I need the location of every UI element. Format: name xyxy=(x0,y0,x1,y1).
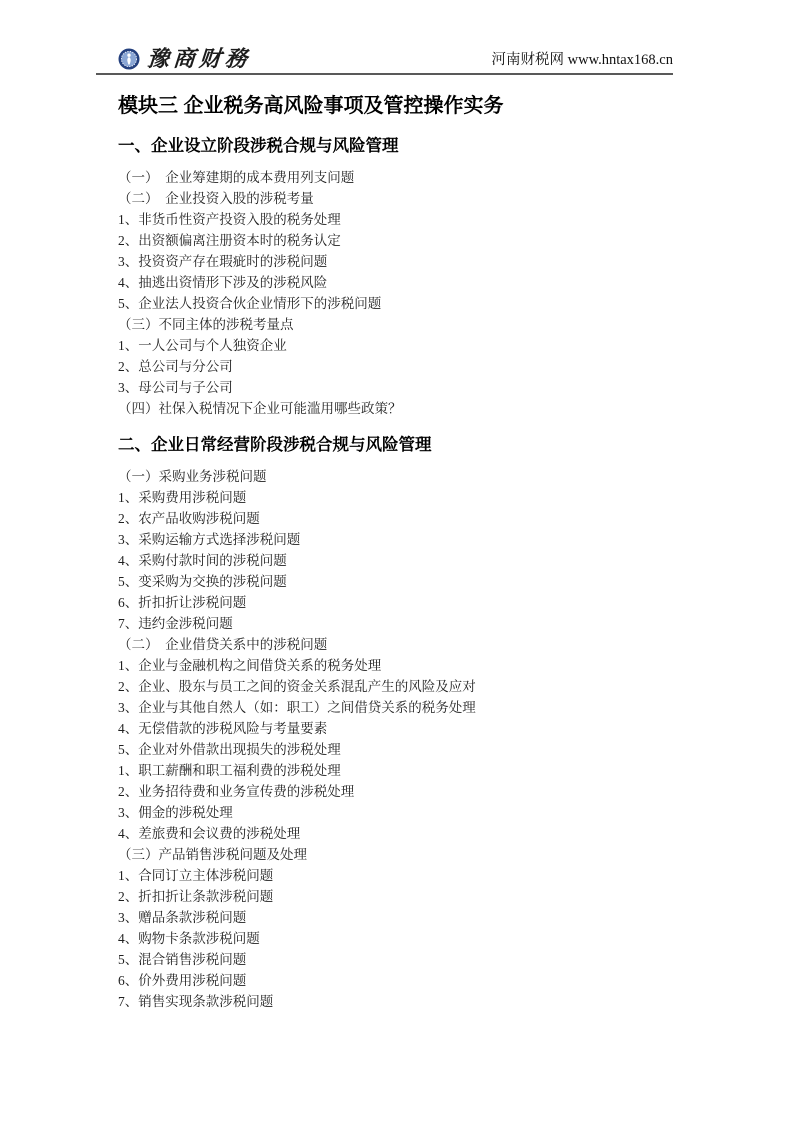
outline-item: 6、价外费用涉税问题 xyxy=(118,973,247,988)
outline-item: 4、无偿借款的涉税风险与考量要素 xyxy=(118,721,328,736)
outline-item: 7、违约金涉税问题 xyxy=(118,616,233,631)
outline-item: （三）不同主体的涉税考量点 xyxy=(118,317,294,332)
outline-item: 2、出资额偏离注册资本时的税务认定 xyxy=(118,233,341,248)
outline-item: 4、差旅费和会议费的涉税处理 xyxy=(118,826,301,841)
brand xyxy=(118,48,251,70)
outline-item: （三）产品销售涉税问题及处理 xyxy=(118,847,307,862)
outline-item: 5、混合销售涉税问题 xyxy=(118,952,247,967)
outline-item: （四）社保入税情况下企业可能滥用哪些政策？ xyxy=(118,401,402,416)
outline-item: （二） 企业借贷关系中的涉税问题 xyxy=(118,637,328,652)
outline-item: 5、变采购为交换的涉税问题 xyxy=(118,574,287,589)
outline-item: （一） 企业筹建期的成本费用列支问题 xyxy=(118,170,355,185)
section-1-items xyxy=(118,167,704,419)
outline-item: 6、折扣折让涉税问题 xyxy=(118,595,247,610)
outline-item: 1、非货币性资产投资入股的税务处理 xyxy=(118,212,341,227)
outline-item: 1、职工薪酬和职工福利费的涉税处理 xyxy=(118,763,341,778)
outline-item: 1、合同订立主体涉税问题 xyxy=(118,868,274,883)
outline-item: 3、赠品条款涉税问题 xyxy=(118,910,247,925)
document-title: 模块三 企业税务高风险事项及管控操作实务 xyxy=(118,95,504,117)
outline-item: 2、农产品收购涉税问题 xyxy=(118,511,260,526)
outline-item: 1、采购费用涉税问题 xyxy=(118,490,247,505)
brand-name: 豫商财務 xyxy=(146,46,252,71)
outline-item: 1、一人公司与个人独资企业 xyxy=(118,338,287,353)
outline-item: 3、企业与其他自然人（如：职工）之间借贷关系的税务处理 xyxy=(118,700,476,715)
outline-item: 3、投资资产存在瑕疵时的涉税问题 xyxy=(118,254,328,269)
outline-item: 4、采购付款时间的涉税问题 xyxy=(118,553,287,568)
outline-item: 3、佣金的涉税处理 xyxy=(118,805,233,820)
outline-item: 2、折扣折让条款涉税问题 xyxy=(118,889,274,904)
outline-item: （二） 企业投资入股的涉税考量 xyxy=(118,191,314,206)
document-content xyxy=(118,92,704,1012)
outline-item: 7、销售实现条款涉税问题 xyxy=(118,994,274,1009)
section-2-heading: 二、企业日常经营阶段涉税合规与风险管理 xyxy=(118,436,432,454)
section-2-items xyxy=(118,466,704,1012)
outline-item: 5、企业对外借款出现损失的涉税处理 xyxy=(118,742,341,757)
outline-item: 2、企业、股东与员工之间的资金关系混乱产生的风险及应对 xyxy=(118,679,476,694)
outline-item: 5、企业法人投资合伙企业情形下的涉税问题 xyxy=(118,296,382,311)
outline-item: 2、总公司与分公司 xyxy=(118,359,233,374)
outline-item: 3、采购运输方式选择涉税问题 xyxy=(118,532,301,547)
outline-item: （一）采购业务涉税问题 xyxy=(118,469,267,484)
person-emblem-icon xyxy=(118,48,140,70)
outline-item: 1、企业与金融机构之间借贷关系的税务处理 xyxy=(118,658,382,673)
outline-item: 4、购物卡条款涉税问题 xyxy=(118,931,260,946)
site-info: 河南财税网 www.hntax168.cn xyxy=(491,51,673,68)
outline-item: 4、抽逃出资情形下涉及的涉税风险 xyxy=(118,275,328,290)
section-1-heading: 一、企业设立阶段涉税合规与风险管理 xyxy=(118,137,399,155)
outline-item: 2、业务招待费和业务宣传费的涉税处理 xyxy=(118,784,355,799)
page-header xyxy=(96,48,673,75)
outline-item: 3、母公司与子公司 xyxy=(118,380,233,395)
